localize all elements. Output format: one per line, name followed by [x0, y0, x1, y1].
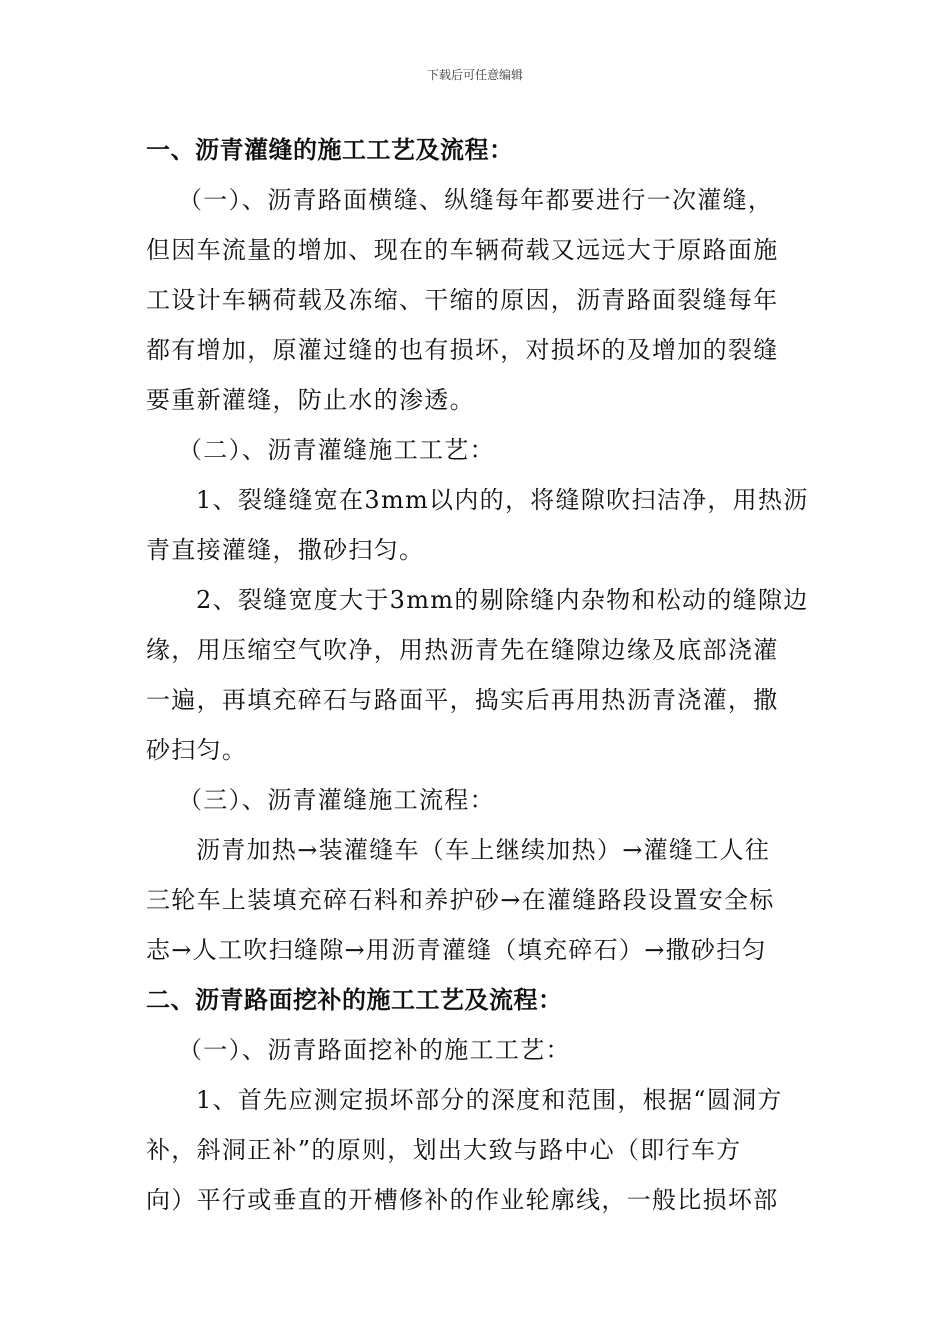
paragraph-line: 补，斜洞正补”的原则，划出大致与路中心（即行车方: [146, 1136, 742, 1164]
page-header: 下载后可任意编辑: [426, 68, 523, 82]
paragraph-line: 1、裂缝缝宽在3mm以内的，将缝隙吹扫洁净，用热沥: [196, 486, 809, 514]
paragraph-line: 向）平行或垂直的开槽修补的作业轮廓线，一般比损坏部: [146, 1186, 779, 1214]
paragraph-line: 都有增加，原灌过缝的也有损坏，对损坏的及增加的裂缝: [146, 336, 779, 364]
subheading: （一）、沥青路面挖补的施工工艺：: [178, 1036, 571, 1064]
subheading: （二）、沥青灌缝施工工艺：: [178, 436, 495, 464]
paragraph-line: 志→人工吹扫缝隙→用沥青灌缝（填充碎石）→撒砂扫匀: [146, 936, 767, 964]
paragraph-line: 砂扫匀。: [146, 736, 248, 764]
section-heading-1: 一、沥青灌缝的施工工艺及流程：: [146, 136, 514, 164]
paragraph-line: 一遍，再填充碎石与路面平，捣实后再用热沥青浇灌，撒: [146, 686, 779, 714]
paragraph-line: 沥青加热→装灌缝车（车上继续加热）→灌缝工人往: [196, 836, 771, 864]
paragraph-line: 缘，用压缩空气吹净，用热沥青先在缝隙边缘及底部浇灌: [146, 636, 779, 664]
paragraph-line: 但因车流量的增加、现在的车辆荷载又远远大于原路面施: [146, 236, 779, 264]
paragraph-line: 青直接灌缝，撒砂扫匀。: [146, 536, 425, 564]
paragraph-line: （一）、沥青路面横缝、纵缝每年都要进行一次灌缝，: [178, 186, 774, 214]
paragraph-line: 工设计车辆荷载及冻缩、干缩的原因，沥青路面裂缝每年: [146, 286, 779, 314]
paragraph-line: 2、裂缝宽度大于3mm的剔除缝内杂物和松动的缝隙边: [196, 586, 809, 614]
subheading: （三）、沥青灌缝施工流程：: [178, 786, 495, 814]
section-heading-2: 二、沥青路面挖补的施工工艺及流程：: [146, 986, 563, 1014]
paragraph-line: 要重新灌缝，防止水的渗透。: [146, 386, 475, 414]
paragraph-line: 三轮车上装填充碎石料和养护砂→在灌缝路段设置安全标: [146, 886, 775, 914]
paragraph-line: 1、首先应测定损坏部分的深度和范围，根据“圆洞方: [196, 1086, 783, 1114]
